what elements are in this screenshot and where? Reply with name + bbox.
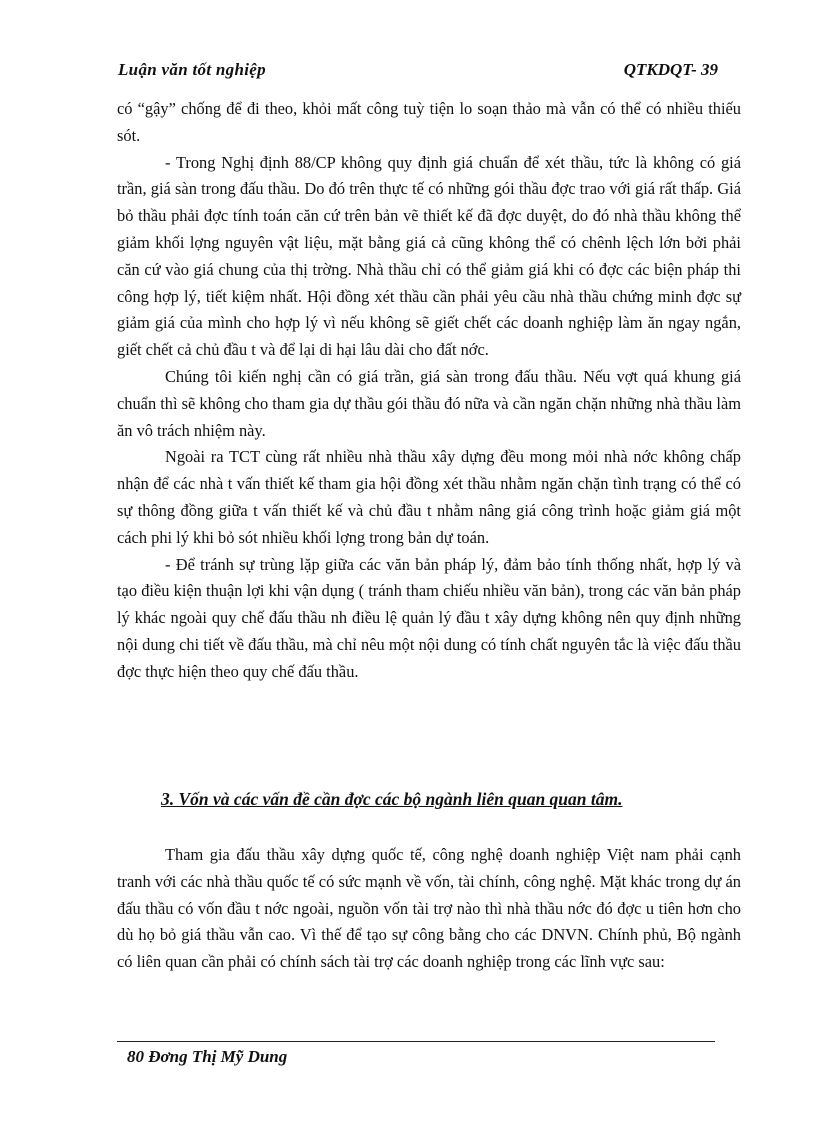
- paragraph-capital: Tham gia đấu thầu xây dựng quốc tế, công nghệ doanh nghiệp Việt nam phải cạnh tranh với các nhà thầu quốc tế có sức mạnh về vốn, tài chính, công nghệ. Mặt khác trong dự án đấu thầu có vốn đầu t nớc ngoài, nguồn vốn tài trợ nào thì nhà thầu nớc đó đợc u tiên hơn cho dù họ bỏ giá thầu vẫn cao. Vì thế để tạo sự công bằng cho các DNVN. Chính phủ, Bộ ngành có liên quan cần phải có chính sách tài trợ các doanh nghiệp trong các lĩnh vực sau:: [117, 845, 741, 972]
- paragraph-continuation: có “gậy” chống để đi theo, khỏi mất công tuỳ tiện lo soạn thảo mà vẫn có thể có nhiều thiếu sót.: [117, 99, 741, 145]
- footer-divider: [117, 1041, 715, 1042]
- paragraph-tct-request: Ngoài ra TCT cùng rất nhiều nhà thầu xây dựng đều mong mỏi nhà nớc không chấp nhận để các nhà t vấn thiết kế tham gia hội đồng xét thầu nhằm ngăn chặn tình trạng có thể có sự thông đồng giữa t vấn thiết kế và chủ đầu t nhằm nâng giá công trình hoặc giảm giá một cách phi lý khi bỏ sót nhiều khối lợng trong bản dự toán.: [117, 447, 741, 547]
- footer-author: 80 Đơng Thị Mỹ Dung: [127, 1047, 288, 1066]
- header-title: Luận văn tốt nghiệp: [118, 60, 266, 79]
- section-heading: 3. Vốn và các vấn đề cần đợc các bộ ngành liên quan quan tâm.: [161, 789, 623, 809]
- body-text: [117, 96, 741, 686]
- section-body: [117, 842, 741, 976]
- paragraph-legal-docs: - Để tránh sự trùng lặp giữa các văn bản pháp lý, đảm bảo tính thống nhất, hợp lý và tạo điều kiện thuận lợi khi vận dụng ( tránh tham chiếu nhiều văn bản), trong các văn bản pháp lý khác ngoài quy chế đấu thầu nh điều lệ quản lý đầu t xây dựng không nên quy định những nội dung chi tiết về đấu thầu, mà chỉ nêu một nội dung có tính chất nguyên tắc là việc đấu thầu đợc thực hiện theo quy chế đấu thầu.: [117, 554, 741, 681]
- paragraph-recommendation: Chúng tôi kiến nghị cần có giá trần, giá sàn trong đấu thầu. Nếu vợt quá khung giá chuẩn thì sẽ không cho tham gia dự thầu gói thầu đó nữa và cần ngăn chặn những nhà thầu làm ăn vô trách nhiệm này.: [117, 366, 741, 440]
- header-page-code: QTKDQT- 39: [623, 60, 718, 79]
- paragraph-decree-88: - Trong Nghị định 88/CP không quy định giá chuẩn để xét thầu, tức là không có giá trần, giá sàn trong đấu thầu. Do đó trên thực tế có những gói thầu đợc trao với giá rất thấp. Giá bỏ thầu phải đợc tính toán căn cứ trên bản vẽ thiết kế đã đợc duyệt, do đó nhà thầu không thể giảm khối lợng nguyên vật liệu, mặt bằng giá cả cũng không thể có chênh lệch lớn bởi phải căn cứ vào giá chung của thị trờng. Nhà thầu chỉ có thể giảm giá khi có đợc các biện pháp thi công hợp lý, tiết kiệm nhất. Hội đồng xét thầu cần phải yêu cầu nhà thầu chứng minh đợc sự giảm giá của mình cho hợp lý vì nếu không sẽ giết chết các doanh nghiệp làm ăn ngay ngắn, giết chết cả chủ đầu t và để lại di hại lâu dài cho đất nớc.: [117, 152, 741, 360]
